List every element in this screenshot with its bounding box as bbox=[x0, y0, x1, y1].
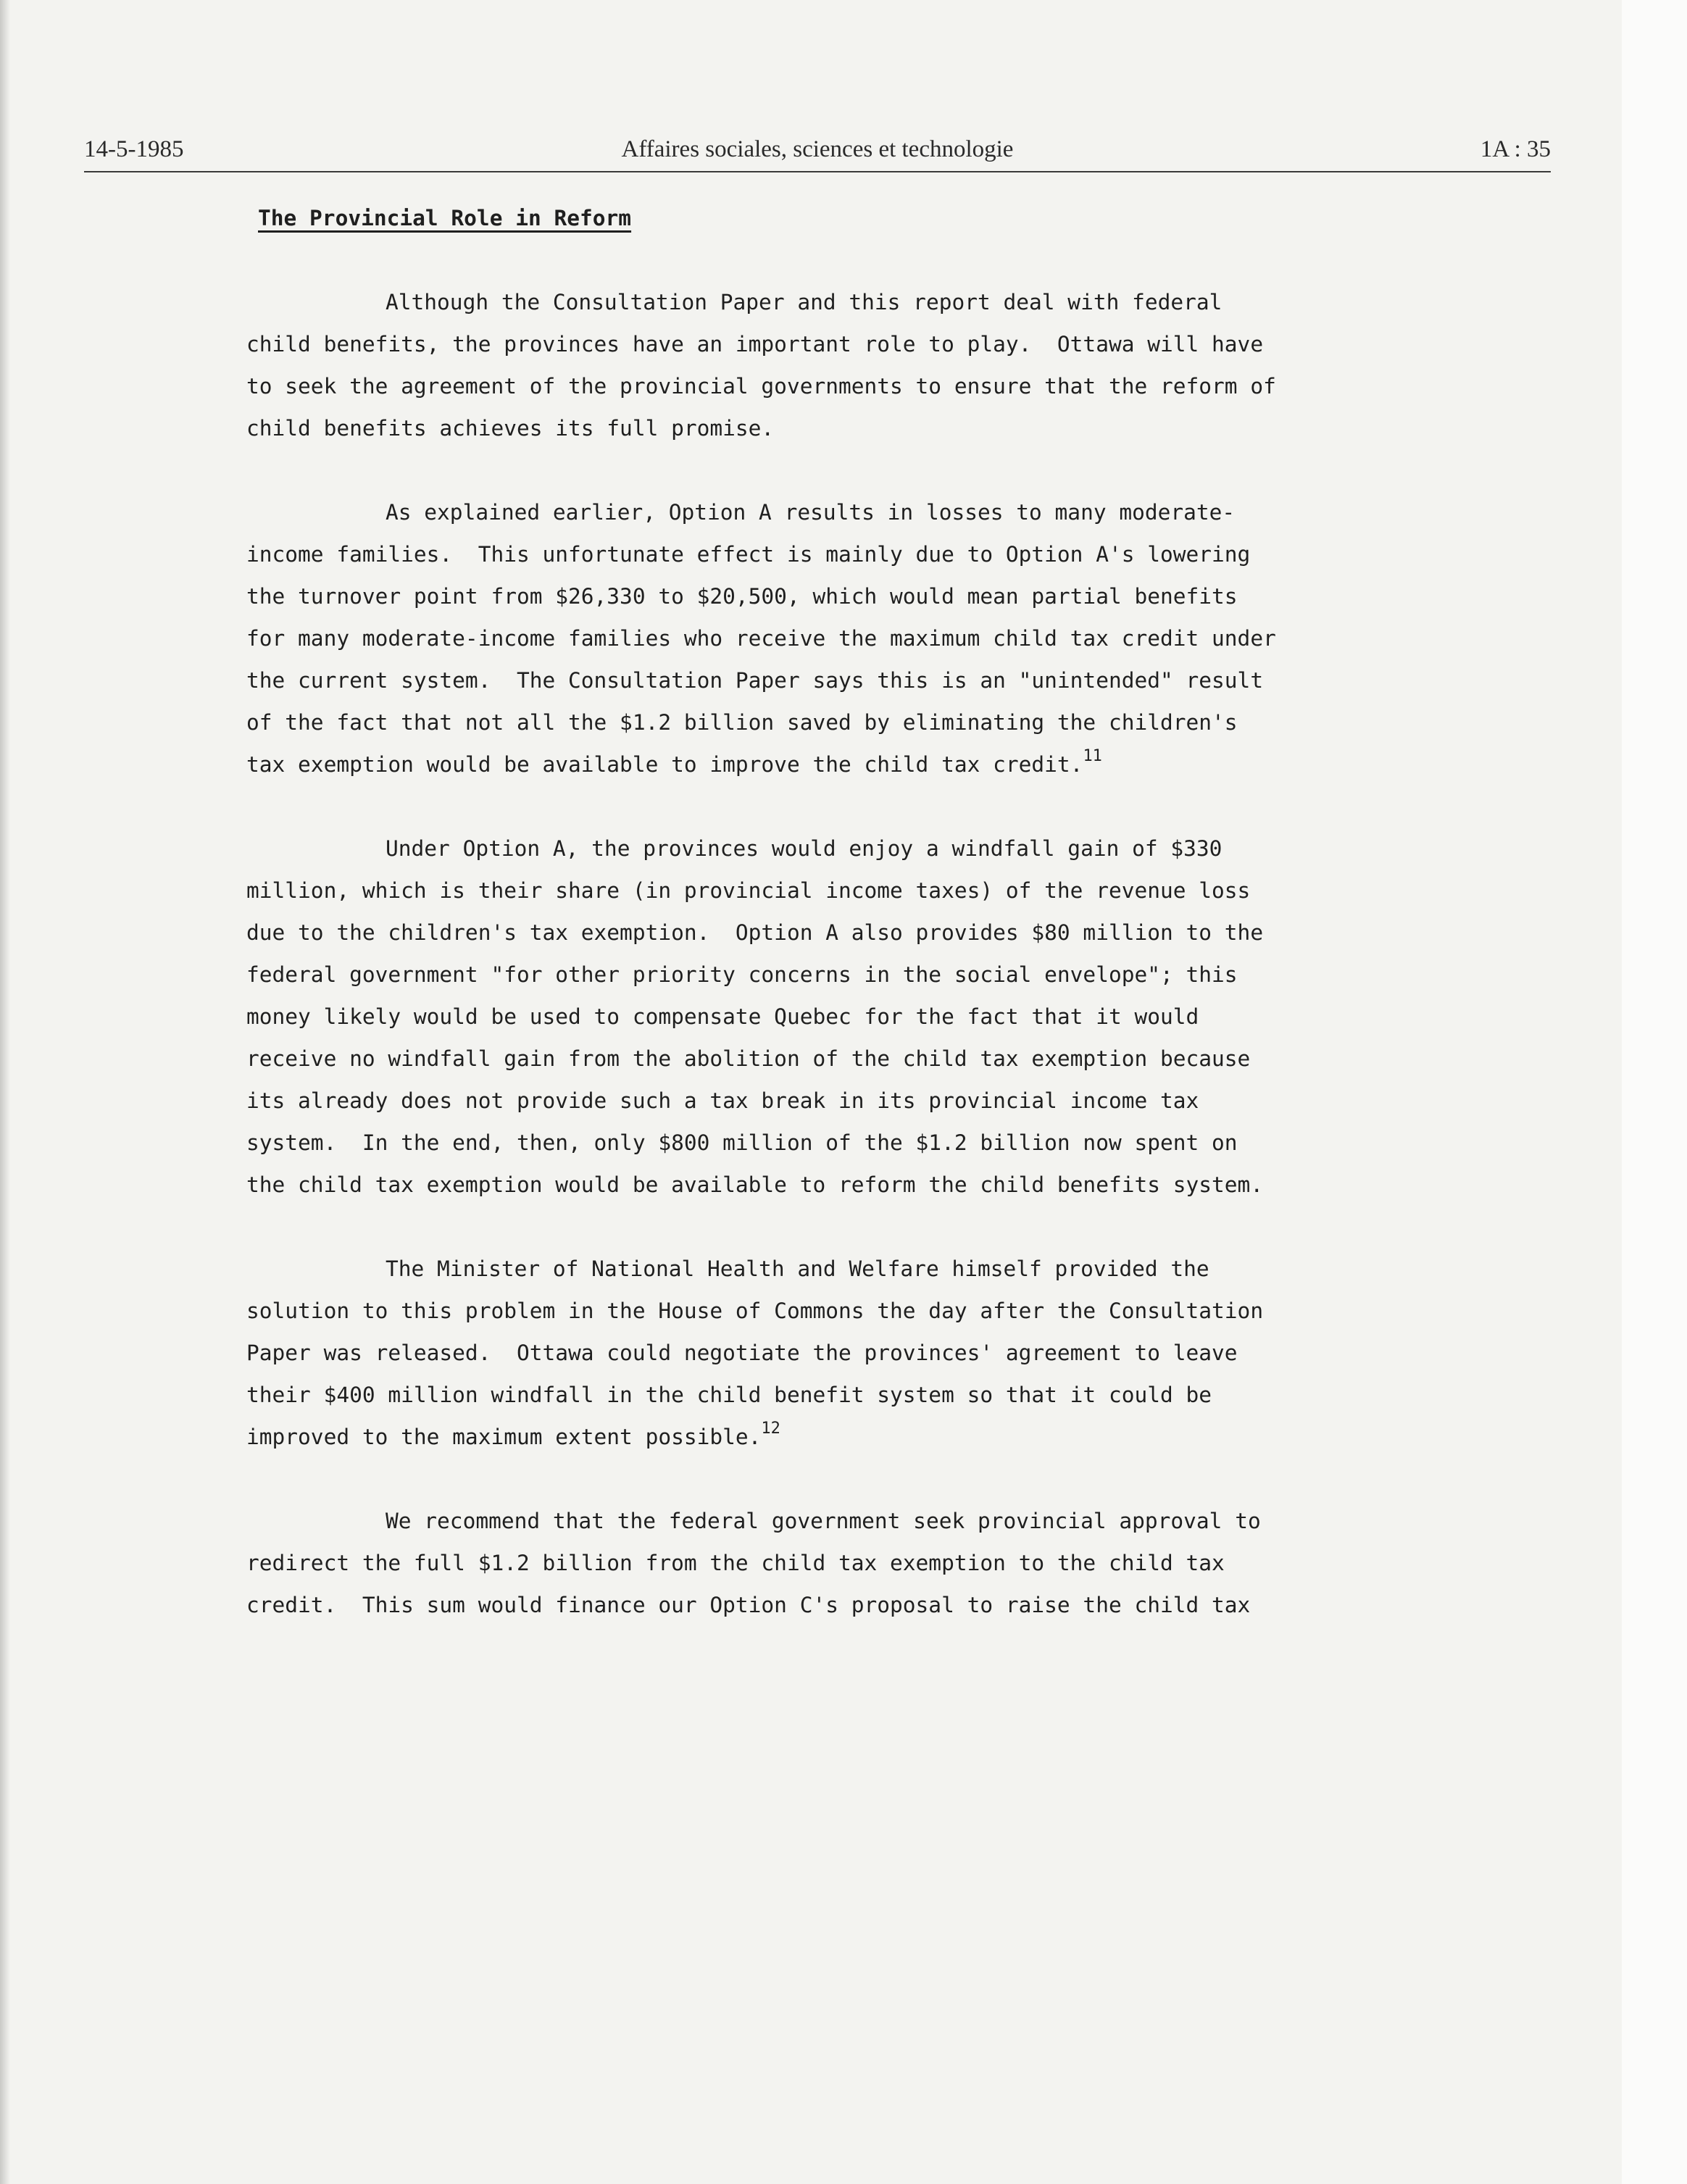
text-line bbox=[246, 1038, 1406, 1080]
text-line bbox=[246, 1248, 1406, 1290]
text-line bbox=[246, 828, 1406, 870]
line-text: federal government "for other priority concerns in the social envelope"; this bbox=[246, 962, 1238, 987]
line-text: money likely would be used to compensate Quebec for the fact that it would bbox=[246, 1004, 1199, 1029]
line-text: As explained earlier, Option A results in losses to many moderate- bbox=[386, 500, 1236, 525]
paragraph bbox=[246, 828, 1406, 1206]
paragraph-list bbox=[246, 281, 1406, 1626]
footnote-marker: 11 bbox=[1083, 747, 1102, 766]
line-text: We recommend that the federal government seek provincial approval to bbox=[386, 1509, 1261, 1533]
line-text: its already does not provide such a tax break in its provincial income tax bbox=[246, 1088, 1199, 1113]
line-text: The Minister of National Health and Welfare himself provided the bbox=[386, 1256, 1209, 1281]
paragraph bbox=[246, 491, 1406, 785]
text-line bbox=[246, 1584, 1406, 1626]
text-line bbox=[246, 659, 1406, 701]
section-heading: The Provincial Role in Reform bbox=[258, 206, 632, 230]
line-text: child benefits, the provinces have an important role to play. Ottawa will have bbox=[246, 332, 1264, 357]
paragraph bbox=[246, 1500, 1406, 1626]
text-line bbox=[246, 1290, 1406, 1332]
text-line bbox=[246, 954, 1406, 996]
text-line bbox=[246, 1374, 1406, 1416]
running-header bbox=[84, 136, 1551, 168]
text-line bbox=[246, 1542, 1406, 1584]
line-text: of the fact that not all the $1.2 billion saved by eliminating the children's bbox=[246, 710, 1238, 735]
text-line bbox=[246, 491, 1406, 533]
line-text: the current system. The Consultation Paper says this is an "unintended" result bbox=[246, 668, 1264, 693]
line-text: for many moderate-income families who receive the maximum child tax credit under bbox=[246, 626, 1276, 651]
text-line bbox=[246, 323, 1406, 365]
header-title: Affaires sociales, sciences et technologie bbox=[621, 136, 1014, 162]
paragraph bbox=[246, 281, 1406, 449]
text-line bbox=[246, 912, 1406, 954]
line-text: due to the children's tax exemption. Option A also provides $80 million to the bbox=[246, 920, 1264, 945]
header-page-number: 1A : 35 bbox=[1480, 136, 1551, 162]
text-line bbox=[246, 533, 1406, 575]
text-line bbox=[246, 1500, 1406, 1542]
line-text: credit. This sum would finance our Option C's proposal to raise the child tax bbox=[246, 1593, 1251, 1617]
text-line bbox=[246, 1122, 1406, 1164]
line-text: improved to the maximum extent possible. bbox=[246, 1425, 762, 1449]
line-text: child benefits achieves its full promise. bbox=[246, 416, 775, 441]
text-line bbox=[246, 743, 1406, 785]
document-body bbox=[246, 197, 1406, 1668]
line-text: redirect the full $1.2 billion from the child tax exemption to the child tax bbox=[246, 1551, 1225, 1575]
line-text: tax exemption would be available to improve the child tax credit. bbox=[246, 752, 1083, 777]
line-text: Under Option A, the provinces would enjoy a windfall gain of $330 bbox=[386, 836, 1222, 861]
footnote-marker: 12 bbox=[761, 1420, 780, 1438]
line-text: receive no windfall gain from the abolition of the child tax exemption because bbox=[246, 1046, 1251, 1071]
line-text: to seek the agreement of the provincial governments to ensure that the reform of bbox=[246, 374, 1276, 399]
text-line bbox=[246, 1332, 1406, 1374]
text-line bbox=[246, 575, 1406, 617]
text-line bbox=[246, 617, 1406, 659]
header-date: 14-5-1985 bbox=[84, 136, 184, 162]
line-text: million, which is their share (in provincial income taxes) of the revenue loss bbox=[246, 878, 1251, 903]
paragraph bbox=[246, 1248, 1406, 1458]
text-line bbox=[246, 281, 1406, 323]
page-edge-shadow bbox=[0, 0, 10, 2184]
line-text: Although the Consultation Paper and this report deal with federal bbox=[386, 290, 1222, 314]
text-line bbox=[246, 701, 1406, 743]
text-line bbox=[246, 365, 1406, 407]
text-line bbox=[246, 1416, 1406, 1458]
line-text: solution to this problem in the House of Commons the day after the Consultation bbox=[246, 1299, 1264, 1323]
line-text: system. In the end, then, only $800 million of the $1.2 billion now spent on bbox=[246, 1130, 1238, 1155]
scan-margin bbox=[1622, 0, 1687, 2184]
text-line bbox=[246, 407, 1406, 449]
text-line bbox=[246, 996, 1406, 1038]
text-line bbox=[246, 1164, 1406, 1206]
text-line bbox=[246, 1080, 1406, 1122]
line-text: Paper was released. Ottawa could negotiate the provinces' agreement to leave bbox=[246, 1341, 1238, 1365]
header-rule bbox=[84, 171, 1551, 172]
line-text: their $400 million windfall in the child benefit system so that it could be bbox=[246, 1383, 1212, 1407]
text-line bbox=[246, 870, 1406, 912]
line-text: the child tax exemption would be available to reform the child benefits system. bbox=[246, 1172, 1264, 1197]
line-text: income families. This unfortunate effect is mainly due to Option A's lowering bbox=[246, 542, 1251, 567]
line-text: the turnover point from $26,330 to $20,500, which would mean partial benefits bbox=[246, 584, 1238, 609]
